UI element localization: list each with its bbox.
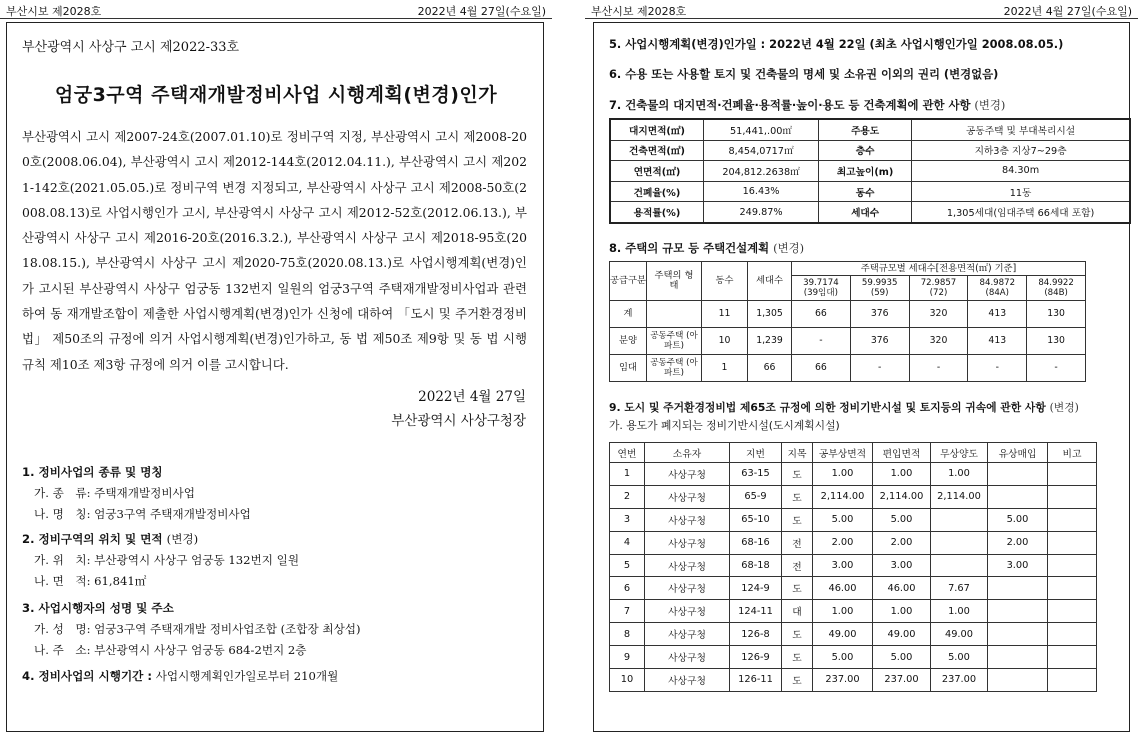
table-cell: 46.00	[813, 577, 873, 600]
table-cell: 2,114.00	[873, 485, 931, 508]
table-cell: 376	[850, 328, 909, 355]
table-cell: 동수	[819, 181, 912, 202]
table-cell	[1048, 600, 1097, 623]
table-cell: 7	[610, 600, 645, 623]
section-7: 7. 건축물의 대지면적·건폐율·용적률·높이·용도 등 건축계획에 관한 사항 (변경)	[609, 98, 1006, 112]
table-cell	[647, 301, 702, 328]
table-cell: 5.00	[813, 646, 873, 669]
table-cell: 1.00	[813, 463, 873, 486]
table-cell: 1.00	[931, 600, 988, 623]
table-row	[610, 161, 1130, 182]
table-row	[610, 554, 1097, 577]
table-cell	[988, 577, 1048, 600]
table-cell: 비고	[1048, 443, 1097, 463]
table-row	[610, 669, 1097, 692]
table-cell: 2.00	[988, 531, 1048, 554]
page-header	[591, 3, 1132, 19]
table-row	[610, 262, 1086, 276]
table-cell: 413	[968, 301, 1027, 328]
table-cell: 전	[782, 554, 813, 577]
table-cell: 동수	[702, 262, 748, 301]
section-item: 가. 위 치: 부산광역시 사상구 엄궁동 132번지 일원	[34, 553, 300, 567]
table-cell: 5.00	[813, 508, 873, 531]
table-cell: 1.00	[931, 463, 988, 486]
issue-number: 부산시보 제2028호	[591, 5, 687, 18]
table-cell: 1,305	[748, 301, 792, 328]
table-cell: 지목	[782, 443, 813, 463]
table-row	[610, 485, 1097, 508]
table-cell: 126-11	[730, 669, 782, 692]
issue-date: 2022년 4월 27일(수요일)	[1003, 5, 1132, 18]
table-cell: 39.7174 (39임대)	[792, 276, 851, 301]
table-cell: 공동주택 (아파트)	[647, 328, 702, 355]
table-cell: 연번	[610, 443, 645, 463]
table-cell: 층수	[819, 140, 912, 161]
section-heading: 1. 정비사업의 종류 및 명칭	[22, 465, 163, 479]
table-cell: 사상구청	[645, 669, 730, 692]
table-cell: 237.00	[931, 669, 988, 692]
table-cell: 도	[782, 646, 813, 669]
table-cell: 130	[1027, 328, 1086, 355]
table-cell: 2.00	[813, 531, 873, 554]
table-cell: -	[850, 355, 909, 382]
table-cell: 10	[610, 669, 645, 692]
table-row	[610, 301, 1086, 328]
table-cell	[988, 646, 1048, 669]
table-cell: 지번	[730, 443, 782, 463]
table-cell: 126-8	[730, 623, 782, 646]
section-text: 사업시행계획인가일로부터 210개월	[155, 669, 339, 683]
table-cell: 3	[610, 508, 645, 531]
table-cell: 130	[1027, 301, 1086, 328]
table-cell: 분양	[610, 328, 647, 355]
section-2	[22, 529, 299, 592]
table-row	[610, 328, 1086, 355]
table-cell: 11	[702, 301, 748, 328]
table-cell: -	[1027, 355, 1086, 382]
table-cell: 도	[782, 577, 813, 600]
table-row	[610, 646, 1097, 669]
table-cell: 사상구청	[645, 600, 730, 623]
table-cell: 도	[782, 669, 813, 692]
table-cell	[931, 531, 988, 554]
table-cell: 세대수	[819, 202, 912, 223]
table-cell: 도	[782, 485, 813, 508]
table-cell: 4	[610, 531, 645, 554]
table-cell: 5	[610, 554, 645, 577]
table-cell: 건폐율(%)	[610, 181, 704, 202]
table-cell: 237.00	[813, 669, 873, 692]
table-cell	[1048, 669, 1097, 692]
table-cell: 63-15	[730, 463, 782, 486]
table-cell: 1,239	[748, 328, 792, 355]
table-cell: 편입면적	[873, 443, 931, 463]
table-cell: 사상구청	[645, 531, 730, 554]
table-cell: 주택의 형 태	[647, 262, 702, 301]
table-row	[610, 508, 1097, 531]
table-cell: 사상구청	[645, 646, 730, 669]
section-4	[22, 666, 338, 687]
table-cell: 84.9922 (84B)	[1027, 276, 1086, 301]
table-cell: 7.67	[931, 577, 988, 600]
section-6: 6. 수용 또는 사용할 토지 및 건축물의 명세 및 소유권 이외의 권리 (변경없음)	[609, 67, 999, 81]
notice-number: 부산광역시 사상구 고시 제2022-33호	[22, 40, 240, 55]
table-row	[610, 181, 1130, 202]
table-header-row	[610, 443, 1097, 463]
table-cell: 유상매입	[988, 443, 1048, 463]
left-page	[0, 0, 552, 738]
table-cell: 59.9935 (59)	[850, 276, 909, 301]
table-cell: 무상양도	[931, 443, 988, 463]
table-row	[610, 463, 1097, 486]
table-cell	[988, 623, 1048, 646]
table-cell: 도	[782, 623, 813, 646]
table-cell: 2,114.00	[813, 485, 873, 508]
notice-title: 엄궁3구역 주택재개발정비사업 시행계획(변경)인가	[54, 84, 498, 106]
table-cell: 공부상면적	[813, 443, 873, 463]
table-cell: 126-9	[730, 646, 782, 669]
table-cell: 8	[610, 623, 645, 646]
table-cell: 5.00	[988, 508, 1048, 531]
housing-plan-table	[609, 261, 1086, 382]
table-cell: 65-10	[730, 508, 782, 531]
table-cell	[988, 600, 1048, 623]
table-cell: 84.9872 (84A)	[968, 276, 1027, 301]
section-item: 가. 성 명: 엄궁3구역 주택재개발 정비사업조합 (조합장 최상섭)	[34, 622, 361, 636]
table-cell: 공동주택 및 부대복리시설	[912, 119, 1130, 140]
table-cell: 237.00	[873, 669, 931, 692]
table-row	[610, 119, 1130, 140]
right-page	[585, 0, 1138, 738]
table-cell: 대	[782, 600, 813, 623]
table-cell: 8,454,0717㎡	[704, 140, 819, 161]
table-cell: 204,812.2638㎡	[704, 161, 819, 182]
table-cell: 49.00	[873, 623, 931, 646]
table-cell: 320	[909, 328, 968, 355]
table-row	[610, 600, 1097, 623]
section-item: 가. 종 류: 주택재개발정비사업	[34, 486, 195, 500]
table-cell	[1048, 623, 1097, 646]
table-cell	[1048, 531, 1097, 554]
table-cell	[931, 508, 988, 531]
issue-date: 2022년 4월 27일(수요일)	[417, 5, 546, 18]
section-heading: 2. 정비구역의 위치 및 면적 (변경)	[22, 532, 199, 546]
table-cell	[1048, 463, 1097, 486]
table-cell	[1048, 577, 1097, 600]
table-cell: 사상구청	[645, 623, 730, 646]
table-cell: 51,441,.00㎡	[704, 119, 819, 140]
section-5: 5. 사업시행계획(변경)인가일 : 2022년 4월 22일 (최초 사업시행인가일 2008.08.05.)	[609, 37, 1064, 51]
table-cell: 3.00	[988, 554, 1048, 577]
table-cell	[988, 463, 1048, 486]
table-row	[610, 202, 1130, 223]
table-cell: 1,305세대(임대주택 66세대 포함)	[912, 202, 1130, 223]
table-cell: 68-16	[730, 531, 782, 554]
table-cell: 124-9	[730, 577, 782, 600]
table-cell: -	[968, 355, 1027, 382]
table-row	[610, 623, 1097, 646]
table-cell: 최고높이(m)	[819, 161, 912, 182]
header-rule	[0, 18, 552, 19]
table-cell: 68-18	[730, 554, 782, 577]
table-cell: 지하3층 지상7~29층	[912, 140, 1130, 161]
table-cell: -	[909, 355, 968, 382]
table-cell: 49.00	[813, 623, 873, 646]
table-cell: 사상구청	[645, 577, 730, 600]
table-cell	[1048, 485, 1097, 508]
table-row	[610, 140, 1130, 161]
table-cell: 124-11	[730, 600, 782, 623]
table-cell: 계	[610, 301, 647, 328]
table-cell	[1048, 646, 1097, 669]
table-cell: 66	[792, 355, 851, 382]
table-cell: 도	[782, 463, 813, 486]
table-cell: 46.00	[873, 577, 931, 600]
table-cell	[1048, 554, 1097, 577]
table-cell: 소유자	[645, 443, 730, 463]
table-row	[610, 355, 1086, 382]
table-cell: 대지면적(㎡)	[610, 119, 704, 140]
notice-issuer: 부산광역시 사상구청장	[391, 413, 526, 429]
table-cell: 사상구청	[645, 508, 730, 531]
table-cell: 1.00	[873, 463, 931, 486]
table-cell: 사상구청	[645, 463, 730, 486]
section-item: 나. 주 소: 부산광역시 사상구 엄궁동 684-2번지 2층	[34, 643, 307, 657]
infrastructure-table	[609, 442, 1097, 692]
table-cell	[988, 669, 1048, 692]
table-cell: 연면적(㎡)	[610, 161, 704, 182]
table-cell: 2,114.00	[931, 485, 988, 508]
table-cell	[988, 485, 1048, 508]
table-cell: 주용도	[819, 119, 912, 140]
section-3	[22, 598, 361, 661]
section-item: 나. 면 적: 61,841㎡	[34, 574, 147, 588]
table-row	[610, 531, 1097, 554]
section-heading: 4. 정비사업의 시행기간 :	[22, 669, 153, 683]
table-row	[610, 577, 1097, 600]
table-cell: 5.00	[873, 646, 931, 669]
table-cell	[1048, 508, 1097, 531]
table-cell: 공동주택 (아파트)	[647, 355, 702, 382]
table-cell: 49.00	[931, 623, 988, 646]
table-cell: 9	[610, 646, 645, 669]
table-cell: 사상구청	[645, 554, 730, 577]
table-cell: -	[792, 328, 851, 355]
notice-body: 부산광역시 고시 제2007-24호(2007.01.10)로 정비구역 지정, 부산광역시 고시 제2008-200호(2008.06.04), 부산광역시 고시 제2012-144호(2012.04.11.), 부산광역시 고시 제2021-142호(2021.05.05.)로 정비구역 변경 지정되고, 부산광역시 사상구 고시 제2008-50호(2008.08.13)로 사업시행인가 고시, 부산광역시 사상구 고시 제2012-52호(2012.06.13.), 부산광역시 사상구 고시 제2016-20호(2016.3.2.), 부산광역시 사상구 고시 제2018-95호(2018.08.15.), 부산광역시 사상구 고시 제2020-75호(2020.08.13.)로 사업시행계획(변경)인가 고시된 부산광역시 사상구 엄궁동 132번지 일원의 엄궁3구역 주택재개발정비사업과 관련하여 동 재개발조합이 제출한 사업시행계획(변경)인가 신청에 대하여 「도시 및 주거환경정비법」 제50조의 규정에 의거 사업시행계획(변경)인가하고, 동 법 제50조 제9항 및 동 법 시행규칙 제10조 제3항 규정에 의거 이를 고시합니다.	[22, 129, 527, 372]
table-cell: 용적률(%)	[610, 202, 704, 223]
table-cell: 2.00	[873, 531, 931, 554]
table-cell: 세대수	[748, 262, 792, 301]
table-cell: 주택규모별 세대수[전용면적(㎡) 기준]	[792, 262, 1086, 276]
section-9-sub: 가. 용도가 폐지되는 정비기반시설(도시계획시설)	[609, 419, 840, 432]
table-cell: 10	[702, 328, 748, 355]
section-1	[22, 462, 251, 525]
table-cell: 376	[850, 301, 909, 328]
section-heading: 3. 사업시행자의 성명 및 주소	[22, 601, 174, 615]
table-cell: 사상구청	[645, 485, 730, 508]
table-cell: 공급구분	[610, 262, 647, 301]
table-cell: 도	[782, 508, 813, 531]
table-cell: 84.30m	[912, 161, 1130, 182]
table-cell: 16.43%	[704, 181, 819, 202]
table-cell: 3.00	[813, 554, 873, 577]
section-9: 9. 도시 및 주거환경정비법 제65조 규정에 의한 정비기반시설 및 토지등의 귀속에 관한 사항 (변경)	[609, 401, 1079, 414]
table-cell: 5.00	[873, 508, 931, 531]
table-cell: 1.00	[873, 600, 931, 623]
table-cell: 임대	[610, 355, 647, 382]
table-cell: 320	[909, 301, 968, 328]
table-cell: 249.87%	[704, 202, 819, 223]
issue-number: 부산시보 제2028호	[6, 5, 102, 18]
table-cell: 1.00	[813, 600, 873, 623]
table-cell: 6	[610, 577, 645, 600]
section-8: 8. 주택의 규모 등 주택건설계획 (변경)	[609, 241, 805, 255]
table-cell: 1	[702, 355, 748, 382]
table-cell: 66	[748, 355, 792, 382]
header-rule	[585, 18, 1138, 19]
table-cell: 72.9857 (72)	[909, 276, 968, 301]
table-cell: 2	[610, 485, 645, 508]
table-cell: 3.00	[873, 554, 931, 577]
table-cell	[931, 554, 988, 577]
table-cell: 413	[968, 328, 1027, 355]
table-cell: 11동	[912, 181, 1130, 202]
table-cell: 건축면적(㎡)	[610, 140, 704, 161]
notice-date: 2022년 4월 27일	[418, 389, 526, 405]
table-cell: 전	[782, 531, 813, 554]
page-header	[6, 3, 546, 19]
section-item: 나. 명 칭: 엄궁3구역 주택재개발정비사업	[34, 507, 251, 521]
building-plan-table	[609, 118, 1131, 224]
table-cell: 66	[792, 301, 851, 328]
table-cell: 65-9	[730, 485, 782, 508]
table-cell: 5.00	[931, 646, 988, 669]
table-cell: 1	[610, 463, 645, 486]
